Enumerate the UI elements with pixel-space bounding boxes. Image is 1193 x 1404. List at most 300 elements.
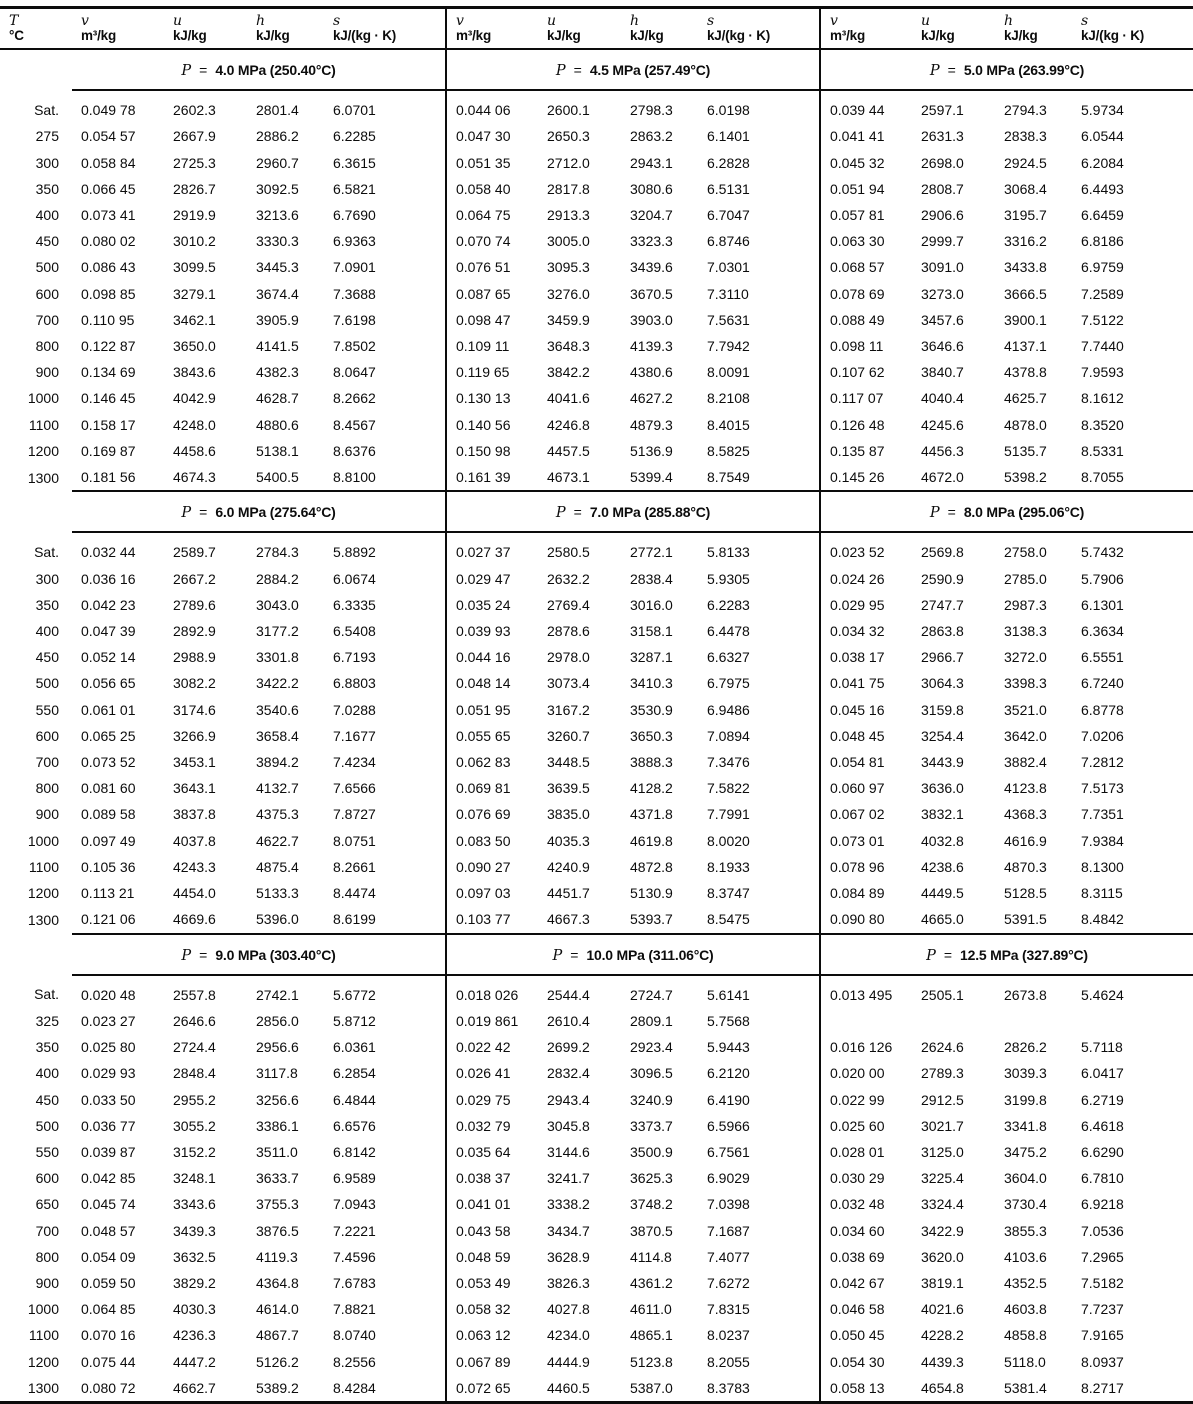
u-value-cell: 2832.4	[547, 1065, 590, 1082]
h-value-cell: 3540.6	[256, 701, 299, 718]
v-value-cell: 0.076 51	[446, 254, 538, 280]
pressure-section-2	[0, 491, 1193, 933]
s-value-cell: 6.2719	[1081, 1091, 1124, 1108]
v-value-cell: 0.098 47	[446, 307, 538, 333]
u-value-cell: 3125.0	[921, 1143, 964, 1160]
temperature-cell: 450	[35, 649, 59, 666]
v-value-cell: 0.054 09	[81, 1248, 136, 1265]
table-row	[0, 697, 1193, 723]
u-value-cell: 4674.3	[173, 469, 216, 486]
pressure-value: 6.0 MPa (275.64°C)	[215, 504, 336, 521]
v-value-cell: 0.045 16	[820, 697, 912, 723]
u-value-cell	[912, 1008, 998, 1034]
v-value-cell: 0.030 29	[820, 1165, 912, 1191]
v-value-cell: 0.059 50	[81, 1274, 136, 1291]
u-value-cell: 2699.2	[547, 1039, 590, 1056]
h-value-cell: 3092.5	[256, 180, 299, 197]
u-value-cell: 3225.4	[921, 1170, 964, 1187]
u-value-cell: 4458.6	[173, 442, 216, 459]
temperature-cell: 1000	[27, 390, 59, 407]
s-column-header	[1076, 8, 1193, 50]
v-value-cell: 0.058 40	[446, 176, 538, 202]
h-value-cell: 4119.3	[256, 1248, 298, 1265]
h-value-cell: 5128.5	[1004, 885, 1047, 902]
s-value-cell: 7.9165	[1081, 1327, 1124, 1344]
pressure-equals: =	[199, 946, 208, 963]
u-value-cell: 4238.6	[921, 858, 964, 875]
u-value-cell: 3632.5	[173, 1248, 216, 1265]
h-value-cell: 3748.2	[630, 1196, 673, 1213]
u-value-cell: 2557.8	[173, 986, 216, 1003]
h-value-cell: 3138.3	[1004, 623, 1047, 640]
property-unit: m³/kg	[81, 28, 117, 43]
v-value-cell: 0.056 65	[81, 675, 136, 692]
property-symbol: v	[830, 13, 838, 29]
s-value-cell: 5.7568	[707, 1012, 750, 1029]
h-value-cell: 5391.5	[1004, 911, 1047, 928]
temperature-cell: 350	[35, 180, 59, 197]
u-value-cell: 2999.7	[921, 233, 964, 250]
h-value-cell: 2798.3	[630, 102, 673, 119]
u-value-cell: 4456.3	[921, 442, 964, 459]
temperature-cell: 1100	[28, 416, 59, 433]
temperature-cell: Sat.	[34, 101, 59, 118]
s-value-cell: 6.8778	[1081, 701, 1124, 718]
v-value-cell: 0.034 60	[820, 1218, 912, 1244]
v-value-cell: 0.107 62	[820, 359, 912, 385]
h-value-cell: 3287.1	[630, 649, 673, 666]
h-value-cell: 2673.8	[1004, 986, 1047, 1003]
column-header-row	[0, 8, 1193, 50]
temperature-cell: 550	[35, 1143, 59, 1160]
u-value-cell: 4240.9	[547, 858, 590, 875]
table-row	[0, 307, 1193, 333]
v-value-cell: 0.054 57	[81, 128, 136, 145]
v-column-header	[820, 8, 912, 50]
h-value-cell: 5387.0	[630, 1379, 673, 1396]
s-value-cell: 8.8100	[333, 469, 376, 486]
temperature-cell: 900	[35, 364, 59, 381]
h-value-cell: 3903.0	[630, 311, 673, 328]
property-unit: kJ/kg	[173, 28, 207, 43]
u-value-cell: 2667.9	[173, 128, 216, 145]
u-value-cell: 2966.7	[921, 649, 964, 666]
u-value-cell: 3639.5	[547, 780, 590, 797]
pressure-equals: =	[573, 504, 582, 521]
u-value-cell: 4662.7	[173, 1379, 216, 1396]
h-value-cell: 3080.6	[630, 180, 673, 197]
table-row	[0, 906, 1193, 933]
pressure-value: 8.0 MPa (295.06°C)	[963, 504, 1085, 521]
h-value-cell: 3330.3	[256, 233, 299, 250]
property-symbol: s	[707, 13, 715, 29]
s-value-cell: 5.9305	[707, 570, 750, 587]
u-value-cell: 2943.4	[547, 1091, 590, 1108]
pressure-value: 9.0 MPa (303.40°C)	[215, 946, 336, 963]
v-value-cell: 0.083 50	[446, 828, 538, 854]
v-value-cell: 0.042 23	[81, 596, 136, 613]
h-value-cell: 2801.4	[256, 102, 299, 119]
s-value-cell: 7.8727	[333, 806, 376, 823]
v-value-cell: 0.048 59	[446, 1244, 538, 1270]
property-symbol: u	[547, 13, 557, 29]
h-value-cell: 5381.4	[1004, 1379, 1047, 1396]
temperature-cell: 700	[35, 311, 59, 328]
s-value-cell: 5.8892	[333, 544, 376, 561]
u-value-cell: 3064.3	[921, 675, 964, 692]
h-value-cell: 2943.1	[630, 154, 673, 171]
table-row	[0, 90, 1193, 123]
h-value-cell: 2956.6	[256, 1039, 299, 1056]
h-value-cell: 4614.0	[256, 1301, 299, 1318]
u-value-cell: 3010.2	[173, 233, 216, 250]
property-symbol: v	[81, 13, 89, 29]
v-value-cell: 0.035 24	[446, 592, 538, 618]
s-value-cell: 5.7118	[1081, 1039, 1123, 1056]
h-value-cell: 2785.0	[1004, 570, 1047, 587]
temperature-cell: 1000	[27, 1301, 59, 1318]
s-value-cell: 6.7561	[707, 1143, 750, 1160]
s-value-cell: 8.0091	[707, 364, 750, 381]
v-value-cell: 0.029 75	[446, 1087, 538, 1113]
u-value-cell: 3636.0	[921, 780, 964, 797]
table-row	[0, 670, 1193, 696]
s-value-cell: 6.7047	[707, 207, 750, 224]
h-value-cell: 4622.7	[256, 832, 299, 849]
s-value-cell: 5.8712	[333, 1012, 376, 1029]
v-value-cell: 0.029 47	[446, 566, 538, 592]
h-value-cell: 3674.4	[256, 285, 299, 302]
u-value-cell: 4248.0	[173, 416, 216, 433]
s-value-cell: 7.8315	[707, 1301, 750, 1318]
v-value-cell: 0.058 84	[81, 154, 136, 171]
temperature-cell: 275	[35, 128, 59, 145]
temperature-cell: 800	[35, 338, 59, 355]
h-value-cell: 3410.3	[630, 675, 673, 692]
s-value-cell: 6.7690	[333, 207, 376, 224]
h-value-cell: 4627.2	[630, 390, 673, 407]
u-value-cell: 3276.0	[547, 285, 590, 302]
u-value-cell: 4040.4	[921, 390, 964, 407]
pressure-variable: P	[926, 947, 936, 964]
h-value-cell: 3373.7	[630, 1117, 673, 1134]
s-value-cell: 7.6198	[333, 311, 376, 328]
h-value-cell: 2724.7	[630, 986, 673, 1003]
u-value-cell: 2826.7	[173, 180, 216, 197]
s-value-cell: 7.8821	[333, 1301, 376, 1318]
s-value-cell: 7.6272	[707, 1274, 750, 1291]
s-value-cell: 5.6772	[333, 986, 376, 1003]
s-value-cell: 7.9593	[1081, 364, 1124, 381]
u-value-cell: 2698.0	[921, 154, 964, 171]
s-value-cell: 5.7906	[1081, 570, 1124, 587]
table-row	[0, 359, 1193, 385]
u-value-cell: 3260.7	[547, 727, 590, 744]
h-value-cell: 3016.0	[630, 596, 673, 613]
h-column-header	[624, 8, 702, 50]
s-value-cell: 7.2589	[1081, 285, 1124, 302]
u-value-cell: 2646.6	[173, 1012, 216, 1029]
pressure-header	[446, 49, 820, 90]
v-value-cell: 0.026 41	[446, 1060, 538, 1086]
h-value-cell: 5138.1	[256, 442, 299, 459]
pressure-header-row	[0, 49, 1193, 90]
h-value-cell: 3386.1	[256, 1117, 299, 1134]
h-value-cell: 3158.1	[630, 623, 673, 640]
u-value-cell: 3005.0	[547, 233, 590, 250]
h-value-cell: 2856.0	[256, 1012, 299, 1029]
table-row	[0, 532, 1193, 565]
h-value-cell: 3730.4	[1004, 1196, 1047, 1213]
table-row	[0, 1270, 1193, 1296]
v-value-cell: 0.046 58	[820, 1296, 912, 1322]
superheated-steam-table	[0, 6, 1193, 1404]
u-value-cell: 3099.5	[173, 259, 216, 276]
h-value-cell: 2758.0	[1004, 544, 1047, 561]
h-value-cell: 4114.8	[630, 1248, 672, 1265]
v-value-cell: 0.054 30	[820, 1349, 912, 1375]
v-value-cell: 0.025 60	[820, 1113, 912, 1139]
h-value-cell: 4628.7	[256, 390, 299, 407]
pressure-value: 4.5 MPa (257.49°C)	[589, 62, 711, 78]
table-row	[0, 228, 1193, 254]
h-value-cell: 3658.4	[256, 727, 299, 744]
v-value-cell: 0.023 52	[820, 532, 912, 565]
s-value-cell: 8.3783	[707, 1379, 750, 1396]
v-value-cell: 0.081 60	[81, 780, 136, 797]
s-value-cell: 6.0361	[333, 1039, 376, 1056]
property-symbol: v	[456, 13, 464, 29]
h-value-cell: 3882.4	[1004, 754, 1047, 771]
u-value-cell: 3643.1	[173, 780, 216, 797]
v-value-cell: 0.064 85	[81, 1301, 136, 1318]
pressure-equals: =	[943, 946, 953, 963]
table-row	[0, 801, 1193, 827]
table-row	[0, 618, 1193, 644]
v-value-cell: 0.161 39	[446, 464, 538, 491]
u-value-cell: 3174.6	[173, 701, 216, 718]
table-row	[0, 1008, 1193, 1034]
u-value-cell: 2602.3	[173, 102, 216, 119]
h-value-cell: 3199.8	[1004, 1091, 1047, 1108]
u-value-cell: 3422.9	[921, 1222, 964, 1239]
h-value-cell: 5399.4	[630, 469, 673, 486]
h-value-cell: 4139.3	[630, 338, 673, 355]
h-value-cell: 3642.0	[1004, 727, 1047, 744]
pressure-header	[72, 49, 446, 90]
pressure-row-spacer	[0, 491, 72, 532]
h-value-cell: 3240.9	[630, 1091, 673, 1108]
s-value-cell: 8.2662	[333, 390, 376, 407]
temperature-cell: 1200	[27, 442, 59, 459]
h-value-cell: 2809.1	[630, 1012, 673, 1029]
u-value-cell: 4032.8	[921, 832, 964, 849]
u-value-cell: 4667.3	[547, 911, 590, 928]
temperature-cell: 1100	[28, 1327, 59, 1344]
u-value-cell: 4246.8	[547, 416, 590, 433]
s-value-cell: 5.9443	[707, 1039, 750, 1056]
u-value-cell: 3840.7	[921, 364, 964, 381]
s-value-cell: 6.4618	[1081, 1117, 1124, 1134]
v-value-cell: 0.051 94	[820, 176, 912, 202]
u-value-cell: 4041.6	[547, 390, 590, 407]
u-value-cell: 3144.6	[547, 1143, 590, 1160]
pressure-variable: P	[555, 505, 566, 522]
v-value-cell: 0.032 79	[446, 1113, 538, 1139]
h-value-cell: 3117.8	[256, 1065, 298, 1082]
s-value-cell: 8.0237	[707, 1327, 750, 1344]
v-value-cell: 0.060 97	[820, 775, 912, 801]
property-unit: m³/kg	[456, 28, 492, 43]
h-value-cell: 2886.2	[256, 128, 299, 145]
s-value-cell: 6.5131	[707, 180, 750, 197]
v-value-cell: 0.058 32	[446, 1296, 538, 1322]
u-value-cell: 2650.3	[547, 128, 590, 145]
v-value-cell	[820, 1008, 912, 1034]
u-column-header	[164, 8, 250, 50]
v-value-cell: 0.069 81	[446, 775, 538, 801]
temperature-cell: 300	[35, 154, 59, 171]
s-value-cell: 6.5551	[1081, 649, 1124, 666]
v-value-cell: 0.020 00	[820, 1060, 912, 1086]
u-value-cell: 2863.8	[921, 623, 964, 640]
u-value-cell: 2848.4	[173, 1065, 216, 1082]
s-value-cell: 8.2556	[333, 1353, 376, 1370]
s-value-cell: 7.1677	[333, 727, 376, 744]
h-value-cell: 4352.5	[1004, 1274, 1047, 1291]
pressure-row-spacer	[0, 934, 72, 975]
h-value-cell: 3475.2	[1004, 1143, 1047, 1160]
v-value-cell: 0.058 13	[820, 1375, 912, 1403]
u-value-cell: 2712.0	[547, 154, 590, 171]
s-value-cell: 8.0751	[333, 832, 376, 849]
v-value-cell: 0.041 01	[446, 1191, 538, 1217]
h-value-cell: 5118.0	[1004, 1353, 1046, 1370]
temperature-cell: 650	[35, 1196, 59, 1213]
h-value-cell: 5126.2	[256, 1353, 299, 1370]
u-value-cell: 2724.4	[173, 1039, 216, 1056]
v-value-cell: 0.050 45	[820, 1322, 912, 1348]
s-value-cell: 6.6327	[707, 649, 750, 666]
s-value-cell: 6.9486	[707, 701, 750, 718]
v-value-cell: 0.042 67	[820, 1270, 912, 1296]
h-value-cell: 4865.1	[630, 1327, 673, 1344]
h-value-cell: 2784.3	[256, 544, 299, 561]
temperature-cell: 450	[35, 233, 59, 250]
table-row	[0, 438, 1193, 464]
s-value-cell: 7.3688	[333, 285, 376, 302]
u-value-cell: 3646.6	[921, 338, 964, 355]
s-value-cell: 8.2717	[1081, 1379, 1124, 1396]
h-value-cell: 3511.0	[256, 1143, 298, 1160]
v-value-cell: 0.080 72	[81, 1379, 136, 1396]
u-value-cell: 2580.5	[547, 544, 590, 561]
u-value-cell: 3343.6	[173, 1196, 216, 1213]
u-value-cell: 3453.1	[173, 754, 216, 771]
v-value-cell: 0.020 48	[81, 986, 136, 1003]
s-value-cell: 7.5173	[1081, 780, 1124, 797]
s-value-cell: 7.2812	[1081, 754, 1124, 771]
u-value-cell: 3055.2	[173, 1117, 216, 1134]
s-value-cell: 8.5331	[1081, 442, 1124, 459]
s-value-cell: 6.5821	[333, 180, 376, 197]
v-value-cell: 0.044 06	[446, 90, 538, 123]
v-value-cell: 0.023 27	[81, 1012, 136, 1029]
h-value-cell: 5135.7	[1004, 442, 1047, 459]
property-symbol: s	[333, 13, 341, 29]
v-value-cell: 0.063 12	[446, 1322, 538, 1348]
table-row	[0, 644, 1193, 670]
u-value-cell: 2878.6	[547, 623, 590, 640]
u-value-cell: 4444.9	[547, 1353, 590, 1370]
s-value-cell: 6.7240	[1081, 675, 1124, 692]
pressure-variable: P	[929, 505, 940, 522]
temperature-cell: 900	[35, 806, 59, 823]
v-value-cell: 0.088 49	[820, 307, 912, 333]
table-row	[0, 464, 1193, 491]
table-row	[0, 854, 1193, 880]
table-row	[0, 975, 1193, 1008]
pressure-variable: P	[552, 947, 563, 964]
table-row	[0, 1349, 1193, 1375]
v-value-cell: 0.130 13	[446, 385, 538, 411]
u-value-cell: 3837.8	[173, 806, 216, 823]
h-value-cell: 5389.2	[256, 1379, 299, 1396]
h-value-cell: 3422.2	[256, 675, 299, 692]
h-value-cell: 4375.3	[256, 806, 299, 823]
temperature-cell: 800	[35, 1248, 59, 1265]
u-value-cell: 2906.6	[921, 207, 964, 224]
table-row	[0, 1087, 1193, 1113]
h-value-cell: 4878.0	[1004, 416, 1047, 433]
s-value-cell: 8.7549	[707, 469, 750, 486]
property-unit: m³/kg	[830, 28, 866, 43]
v-value-cell: 0.098 85	[81, 285, 136, 302]
v-value-cell: 0.039 93	[446, 618, 538, 644]
h-value-cell: 4879.3	[630, 416, 673, 433]
u-value-cell: 3462.1	[173, 311, 216, 328]
s-value-cell: 6.7193	[333, 649, 376, 666]
v-value-cell: 0.078 96	[820, 854, 912, 880]
s-value-cell: 6.0544	[1081, 128, 1124, 145]
u-value-cell: 3819.1	[921, 1274, 964, 1291]
s-value-cell: 6.8142	[333, 1143, 376, 1160]
h-value-cell: 3439.6	[630, 259, 673, 276]
pressure-variable: P	[181, 505, 192, 522]
pressure-row-spacer	[0, 49, 72, 90]
v-value-cell: 0.109 11	[446, 333, 538, 359]
u-value-cell: 4665.0	[921, 911, 964, 928]
temperature-cell: 450	[35, 1091, 59, 1108]
u-value-cell: 2624.6	[921, 1039, 964, 1056]
v-value-cell: 0.073 01	[820, 828, 912, 854]
h-value-cell: 3888.3	[630, 754, 673, 771]
h-value-cell: 3341.8	[1004, 1117, 1047, 1134]
temperature-cell: 325	[35, 1012, 59, 1029]
u-value-cell: 4654.8	[921, 1379, 964, 1396]
s-value-cell: 5.4624	[1081, 986, 1124, 1003]
s-value-cell	[1076, 1008, 1193, 1034]
u-value-cell: 4236.3	[173, 1327, 216, 1344]
u-value-cell: 2817.8	[547, 180, 590, 197]
property-symbol: u	[173, 13, 183, 29]
u-value-cell: 2589.7	[173, 544, 216, 561]
pressure-header	[72, 491, 446, 532]
h-value-cell: 4858.8	[1004, 1327, 1047, 1344]
u-value-cell: 2597.1	[921, 102, 964, 119]
h-value-cell: 2987.3	[1004, 596, 1047, 613]
v-value-cell: 0.063 30	[820, 228, 912, 254]
